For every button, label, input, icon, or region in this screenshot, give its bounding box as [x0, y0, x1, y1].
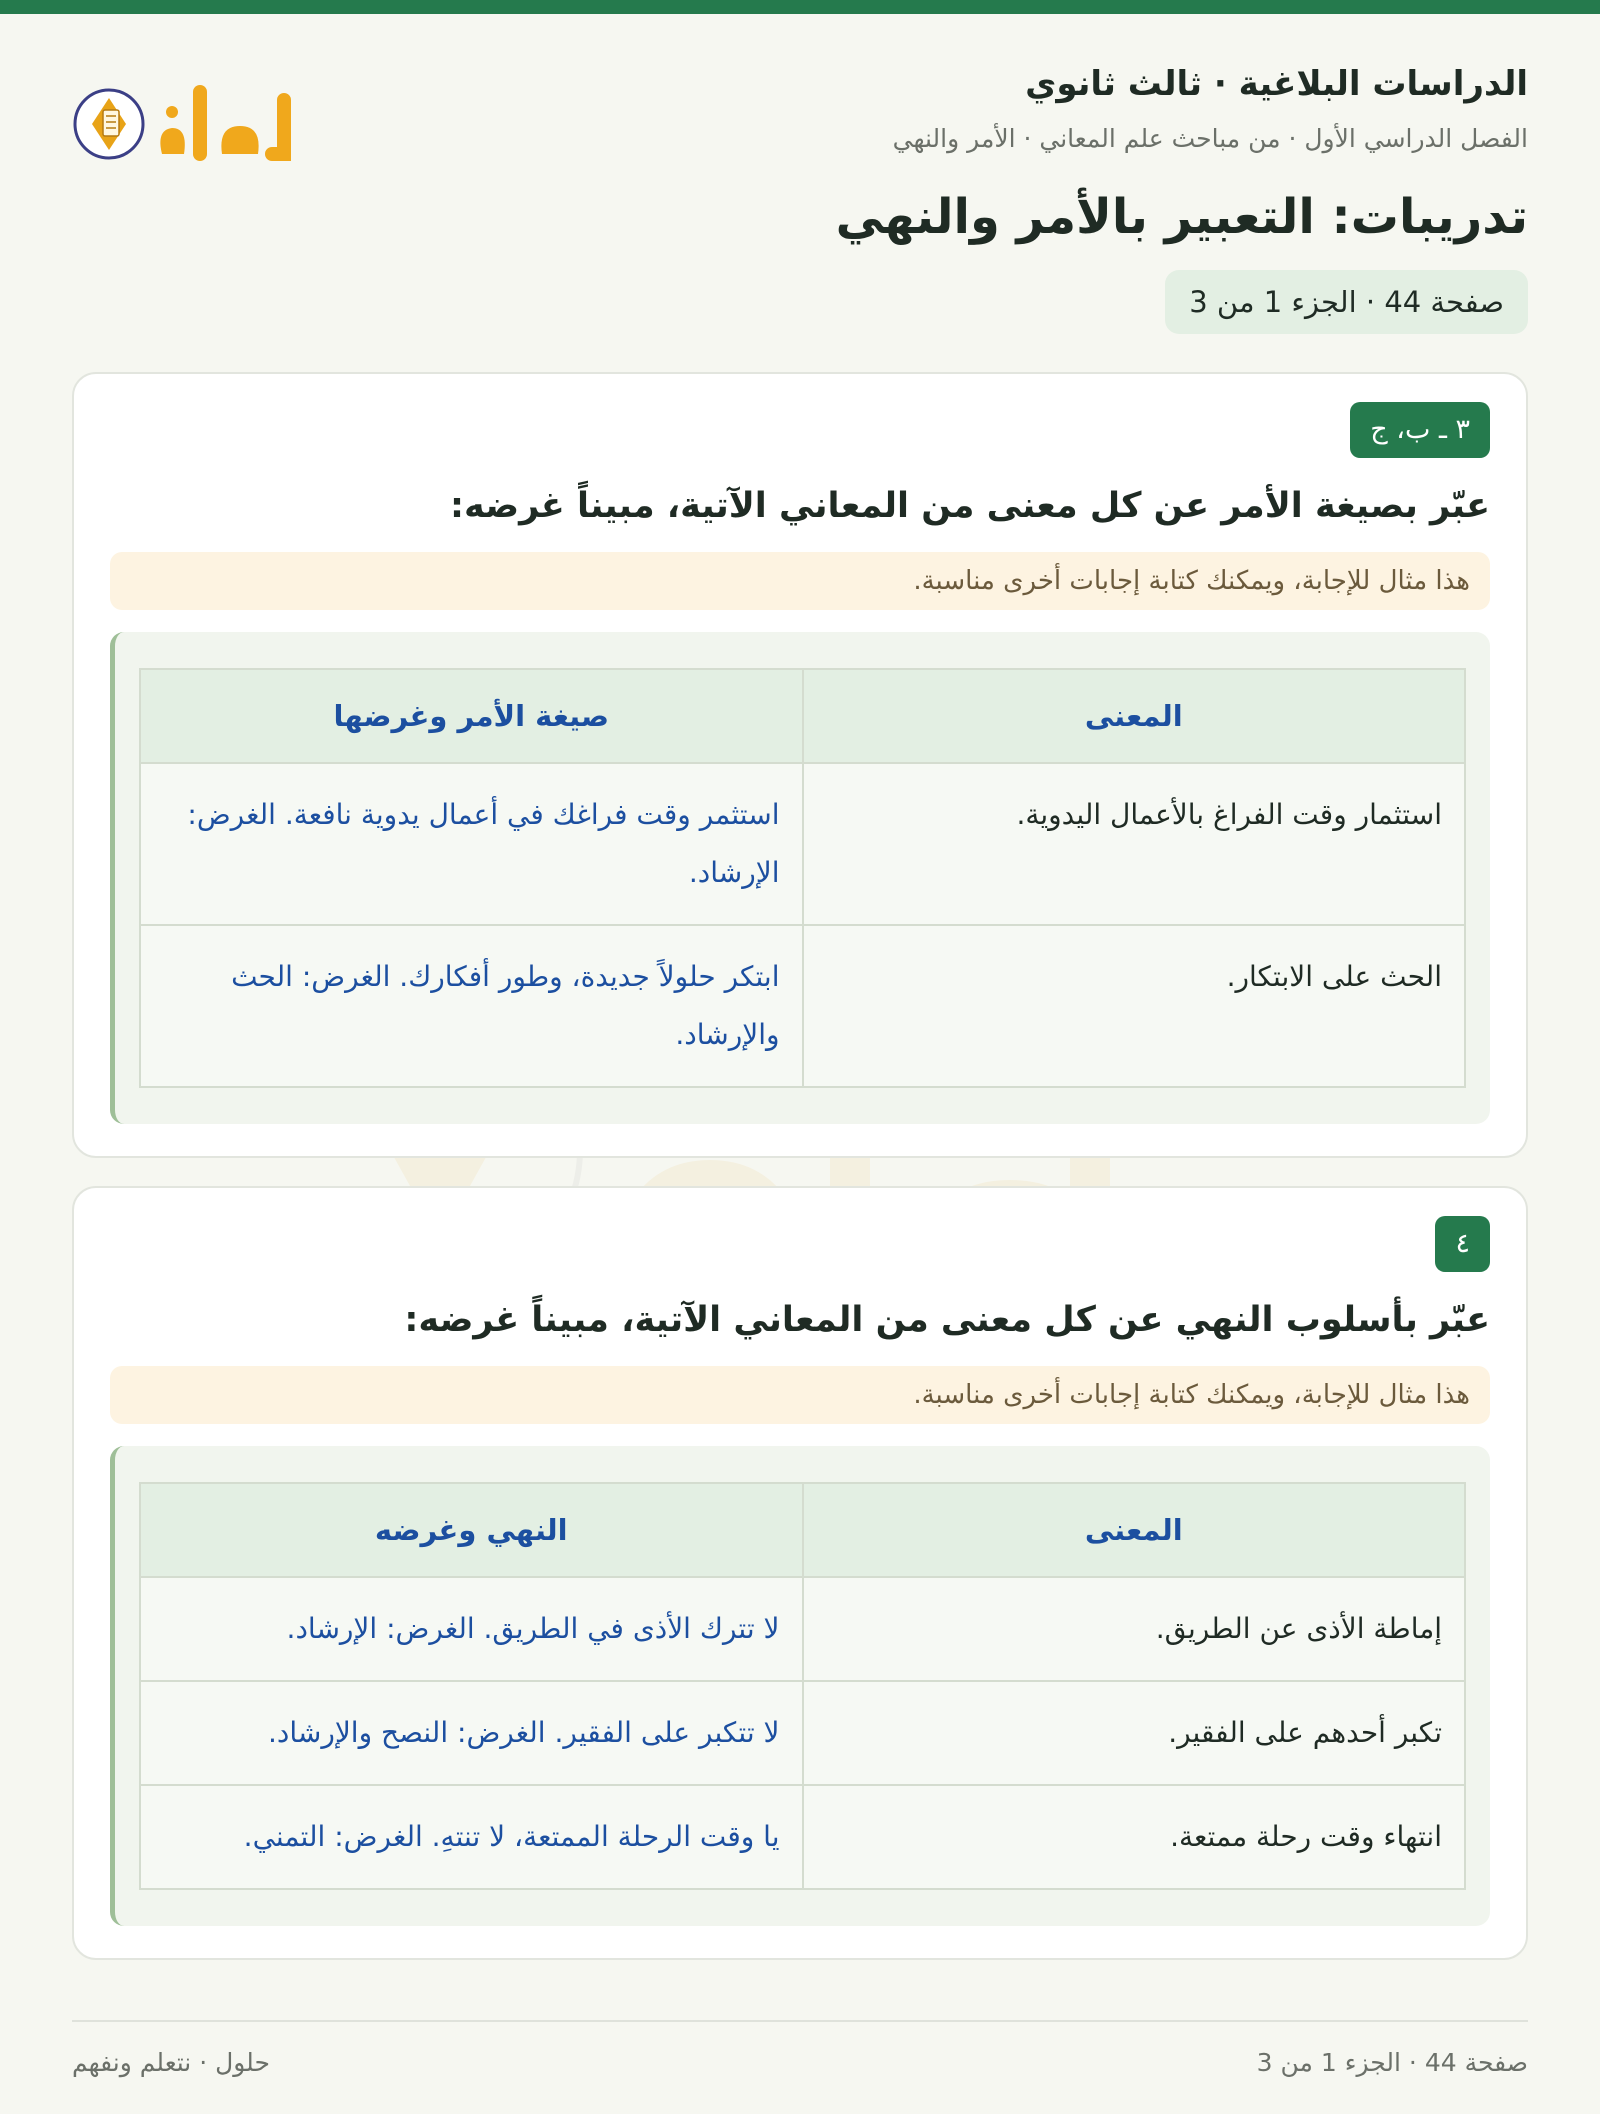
column-header-meaning: المعنى [803, 1483, 1466, 1577]
top-accent-bar [0, 0, 1600, 14]
answer-table-wrapper [110, 632, 1490, 1124]
answer-cell: لا تتكبر على الفقير. الغرض: النصح والإرشاد. [140, 1681, 803, 1785]
exercise-question: عبّر بصيغة الأمر عن كل معنى من المعاني الآتية، مبيناً غرضه: [450, 486, 1490, 526]
footer-page-info: صفحة 44 · الجزء 1 من 3 [1256, 2048, 1528, 2077]
footer-brand: حلول · نتعلم ونفهم [72, 2048, 270, 2077]
page-header [72, 14, 1528, 344]
subject-title: الدراسات البلاغية · ثالث ثانوي [1025, 64, 1528, 104]
meaning-cell: إماطة الأذى عن الطريق. [803, 1577, 1466, 1681]
page-footer [72, 2020, 1528, 2077]
column-header-meaning: المعنى [803, 669, 1466, 763]
table-row [140, 1681, 1465, 1785]
answer-table [139, 1482, 1466, 1890]
answer-note: هذا مثال للإجابة، ويمكنك كتابة إجابات أخرى مناسبة. [110, 552, 1490, 610]
answer-table [139, 668, 1466, 1088]
page [72, 14, 1528, 1960]
hulul-logo-icon [72, 72, 302, 172]
table-row [140, 763, 1465, 925]
exercise-number-badge: ٣ ـ ب، ج [1350, 402, 1490, 458]
meaning-cell: تكبر أحدهم على الفقير. [803, 1681, 1466, 1785]
answer-note: هذا مثال للإجابة، ويمكنك كتابة إجابات أخرى مناسبة. [110, 1366, 1490, 1424]
answer-cell: استثمر وقت فراغك في أعمال يدوية نافعة. الغرض: الإرشاد. [140, 763, 803, 925]
exercise-card-4 [72, 1186, 1528, 1960]
answer-cell: يا وقت الرحلة الممتعة، لا تنتهِ. الغرض: التمني. [140, 1785, 803, 1889]
page-info-badge: صفحة 44 · الجزء 1 من 3 [1165, 270, 1528, 334]
meaning-cell: انتهاء وقت رحلة ممتعة. [803, 1785, 1466, 1889]
table-row [140, 1577, 1465, 1681]
meaning-cell: استثمار وقت الفراغ بالأعمال اليدوية. [803, 763, 1466, 925]
answer-cell: لا تترك الأذى في الطريق. الغرض: الإرشاد. [140, 1577, 803, 1681]
table-row [140, 925, 1465, 1087]
breadcrumb: الفصل الدراسي الأول · من مباحث علم المعاني · الأمر والنهي [892, 124, 1528, 153]
table-header-row [140, 1483, 1465, 1577]
answer-cell: ابتكر حلولاً جديدة، وطور أفكارك. الغرض: الحث والإرشاد. [140, 925, 803, 1087]
table-header-row [140, 669, 1465, 763]
meaning-cell: الحث على الابتكار. [803, 925, 1466, 1087]
answer-table-wrapper [110, 1446, 1490, 1926]
column-header-answer: النهي وغرضه [140, 1483, 803, 1577]
table-row [140, 1785, 1465, 1889]
exercise-card-3 [72, 372, 1528, 1158]
exercise-question: عبّر بأسلوب النهي عن كل معنى من المعاني الآتية، مبيناً غرضه: [404, 1300, 1490, 1340]
exercise-number-badge: ٤ [1435, 1216, 1490, 1272]
page-title: تدريبات: التعبير بالأمر والنهي [835, 189, 1528, 245]
column-header-answer: صيغة الأمر وغرضها [140, 669, 803, 763]
